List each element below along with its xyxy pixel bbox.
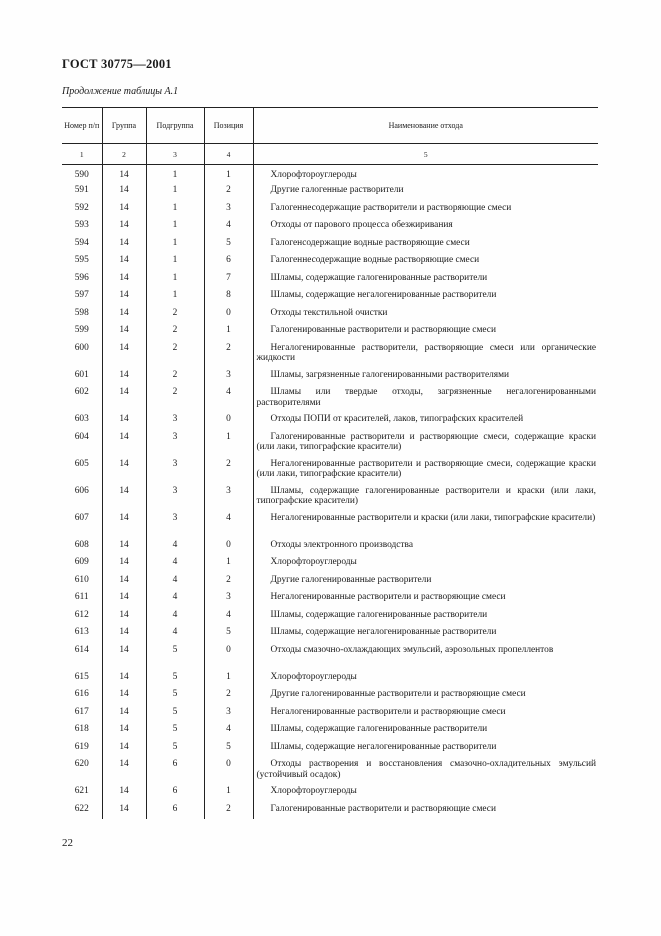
group-cell: 14 — [102, 484, 146, 511]
subgroup-cell: 1 — [146, 253, 204, 271]
table-row — [62, 253, 598, 271]
waste-name-cell: Галогенсодержащие водные растворяющие смеси — [253, 236, 598, 254]
subgroup-cell: 5 — [146, 705, 204, 723]
group-cell: 14 — [102, 412, 146, 430]
subgroup-cell: 2 — [146, 385, 204, 412]
group-cell: 14 — [102, 670, 146, 688]
table-row — [62, 757, 598, 784]
subgroup-cell: 6 — [146, 757, 204, 784]
waste-name-cell: Хлорофтороуглероды — [253, 784, 598, 802]
group-cell: 14 — [102, 802, 146, 820]
subgroup-cell: 3 — [146, 430, 204, 457]
waste-name-cell: Отходы электронного производства — [253, 538, 598, 556]
waste-name-cell: Шламы, содержащие галогенированные растворители — [253, 608, 598, 626]
group-cell: 14 — [102, 430, 146, 457]
waste-name-cell: Отходы от парового процесса обезжиривания — [253, 218, 598, 236]
table-body — [62, 165, 598, 820]
row-number: 619 — [74, 741, 89, 752]
group-cell: 14 — [102, 784, 146, 802]
row-number: 590 — [74, 170, 89, 180]
position-cell: 2 — [204, 802, 253, 820]
subgroup-cell: 1 — [146, 288, 204, 306]
waste-name-cell: Шламы или твердые отходы, загрязненные негалогенированными растворителями — [253, 385, 598, 412]
table-header — [62, 108, 598, 165]
position-cell: 1 — [204, 430, 253, 457]
subgroup-cell: 1 — [146, 218, 204, 236]
table-row — [62, 368, 598, 386]
subgroup-cell: 3 — [146, 484, 204, 511]
table-row — [62, 670, 598, 688]
subgroup-cell: 4 — [146, 573, 204, 591]
position-cell: 3 — [204, 484, 253, 511]
group-cell: 14 — [102, 457, 146, 484]
waste-name-cell: Отходы ПОПИ от красителей, лаков, типографских красителей — [253, 412, 598, 430]
subgroup-cell: 5 — [146, 740, 204, 758]
subgroup-cell: 1 — [146, 165, 204, 184]
group-cell: 14 — [102, 722, 146, 740]
position-cell: 2 — [204, 687, 253, 705]
table-caption: Продолжение таблицы А.1 — [62, 86, 179, 97]
waste-name-cell: Хлорофтороуглероды — [253, 555, 598, 573]
position-cell: 0 — [204, 538, 253, 556]
waste-name-cell: Отходы растворения и восстановления смазочно-охладительных эмульсий (устойчивый осадок) — [253, 757, 598, 784]
subgroup-cell: 3 — [146, 511, 204, 538]
table-row — [62, 555, 598, 573]
position-cell: 4 — [204, 722, 253, 740]
table-row — [62, 784, 598, 802]
column-number-1: 1 — [62, 144, 102, 165]
position-cell: 1 — [204, 323, 253, 341]
subgroup-cell: 4 — [146, 625, 204, 643]
waste-name-cell: Негалогенированные растворители и растворяющие смеси — [253, 705, 598, 723]
subgroup-cell: 6 — [146, 784, 204, 802]
group-cell: 14 — [102, 323, 146, 341]
subgroup-cell: 5 — [146, 687, 204, 705]
group-cell: 14 — [102, 555, 146, 573]
row-number: 598 — [74, 307, 89, 318]
group-cell: 14 — [102, 368, 146, 386]
row-number: 596 — [74, 272, 89, 283]
group-cell: 14 — [102, 183, 146, 201]
table-row — [62, 802, 598, 820]
position-cell: 5 — [204, 625, 253, 643]
waste-name-cell: Негалогенированные растворители и краски (или лаки, типографские красители) — [253, 511, 598, 538]
group-cell: 14 — [102, 705, 146, 723]
waste-name-cell: Негалогенированные растворители и растворяющие смеси — [253, 590, 598, 608]
table-row — [62, 573, 598, 591]
waste-name-cell: Другие галогенные растворители — [253, 183, 598, 201]
row-number: 621 — [74, 786, 89, 796]
subgroup-cell: 1 — [146, 236, 204, 254]
group-cell: 14 — [102, 511, 146, 538]
group-cell: 14 — [102, 271, 146, 289]
position-cell: 4 — [204, 385, 253, 412]
page-number: 22 — [62, 837, 73, 849]
subgroup-cell: 4 — [146, 590, 204, 608]
waste-name-cell: Шламы, содержащие негалогенированные растворители — [253, 740, 598, 758]
position-cell: 2 — [204, 457, 253, 484]
waste-name-cell: Галогенированные растворители и растворяющие смеси, содержащие краски (или лаки, типографские красители) — [253, 430, 598, 457]
row-number: 618 — [74, 724, 89, 734]
table-row — [62, 511, 598, 538]
row-number: 591 — [74, 185, 89, 195]
position-cell: 4 — [204, 218, 253, 236]
subgroup-cell: 4 — [146, 608, 204, 626]
table-row — [62, 625, 598, 643]
row-number: 602 — [74, 387, 89, 397]
position-cell: 1 — [204, 670, 253, 688]
waste-table — [62, 107, 598, 819]
subgroup-cell: 5 — [146, 670, 204, 688]
table-row — [62, 722, 598, 740]
subgroup-cell: 2 — [146, 368, 204, 386]
group-cell: 14 — [102, 740, 146, 758]
position-cell: 3 — [204, 705, 253, 723]
waste-name-cell: Шламы, содержащие галогенированные растворители — [253, 271, 598, 289]
group-cell: 14 — [102, 341, 146, 368]
waste-name-cell: Галогеннесодержащие водные растворяющие смеси — [253, 253, 598, 271]
document-title: ГОСТ 30775—2001 — [62, 57, 172, 71]
row-number: 592 — [74, 202, 89, 213]
position-cell: 4 — [204, 511, 253, 538]
row-number: 620 — [74, 759, 89, 769]
group-cell: 14 — [102, 385, 146, 412]
position-cell: 2 — [204, 573, 253, 591]
subgroup-cell: 3 — [146, 412, 204, 430]
subgroup-cell: 2 — [146, 341, 204, 368]
row-number: 597 — [74, 290, 89, 300]
table-row — [62, 687, 598, 705]
position-cell: 4 — [204, 608, 253, 626]
table-row — [62, 430, 598, 457]
waste-name-cell: Другие галогенированные растворители — [253, 573, 598, 591]
group-cell: 14 — [102, 687, 146, 705]
table-row — [62, 341, 598, 368]
group-cell: 14 — [102, 757, 146, 784]
subgroup-cell: 1 — [146, 183, 204, 201]
subgroup-cell: 2 — [146, 323, 204, 341]
subgroup-cell: 2 — [146, 306, 204, 324]
group-cell: 14 — [102, 201, 146, 219]
table-row — [62, 705, 598, 723]
waste-name-cell: Шламы, содержащие негалогенированные растворители — [253, 288, 598, 306]
column-number-2: 2 — [102, 144, 146, 165]
table-row — [62, 306, 598, 324]
table-row — [62, 201, 598, 219]
row-number: 604 — [74, 431, 89, 442]
waste-name-cell: Отходы текстильной очистки — [253, 306, 598, 324]
table-row — [62, 271, 598, 289]
waste-name-cell: Хлорофтороуглероды — [253, 165, 598, 184]
waste-name-cell: Отходы смазочно-охлаждающих эмульсий, аэрозольных пропеллентов — [253, 643, 598, 670]
waste-name-cell: Галогеннесодержащие растворители и растворяющие смеси — [253, 201, 598, 219]
position-cell: 2 — [204, 183, 253, 201]
position-cell: 1 — [204, 165, 253, 184]
column-number-5: 5 — [253, 144, 598, 165]
group-cell: 14 — [102, 253, 146, 271]
group-cell: 14 — [102, 538, 146, 556]
group-cell: 14 — [102, 288, 146, 306]
position-cell: 3 — [204, 590, 253, 608]
group-cell: 14 — [102, 218, 146, 236]
position-cell: 0 — [204, 643, 253, 670]
header-subgroup: Подгруппа — [146, 108, 204, 144]
group-cell: 14 — [102, 165, 146, 184]
position-cell: 0 — [204, 306, 253, 324]
waste-name-cell: Галогенированные растворители и растворяющие смеси — [253, 802, 598, 820]
row-number: 610 — [74, 574, 89, 585]
column-number-4: 4 — [204, 144, 253, 165]
row-number: 608 — [74, 539, 89, 550]
waste-name-cell: Хлорофтороуглероды — [253, 670, 598, 688]
table-row — [62, 288, 598, 306]
waste-name-cell: Негалогенированные растворители, растворяющие смеси или органические жидкости — [253, 341, 598, 368]
table-row — [62, 608, 598, 626]
position-cell: 8 — [204, 288, 253, 306]
position-cell: 5 — [204, 740, 253, 758]
row-number: 615 — [74, 671, 89, 682]
table-row — [62, 412, 598, 430]
table-row — [62, 218, 598, 236]
waste-name-cell: Шламы, загрязненные галогенированными растворителями — [253, 368, 598, 386]
row-number: 606 — [74, 485, 89, 496]
row-number: 605 — [74, 458, 89, 469]
group-cell: 14 — [102, 608, 146, 626]
table-row — [62, 538, 598, 556]
row-number: 600 — [74, 342, 89, 353]
header-number: Номер п/п — [62, 108, 102, 144]
subgroup-cell: 5 — [146, 722, 204, 740]
table-row — [62, 165, 598, 184]
table-row — [62, 590, 598, 608]
row-number: 601 — [74, 369, 89, 380]
row-number: 607 — [74, 512, 89, 523]
row-number: 613 — [74, 627, 89, 637]
subgroup-cell: 4 — [146, 538, 204, 556]
row-number: 593 — [74, 220, 89, 230]
position-cell: 1 — [204, 784, 253, 802]
table-row — [62, 643, 598, 670]
header-position: Позиция — [204, 108, 253, 144]
position-cell: 7 — [204, 271, 253, 289]
subgroup-cell: 1 — [146, 271, 204, 289]
row-number: 611 — [74, 592, 89, 602]
header-waste-name: Наименование отхода — [253, 108, 598, 144]
row-number: 617 — [74, 706, 89, 717]
group-cell: 14 — [102, 625, 146, 643]
waste-name-cell: Шламы, содержащие галогенированные растворители — [253, 722, 598, 740]
position-cell: 0 — [204, 412, 253, 430]
table-row — [62, 183, 598, 201]
row-number: 603 — [74, 414, 89, 424]
waste-name-cell: Шламы, содержащие негалогенированные растворители — [253, 625, 598, 643]
table-row — [62, 457, 598, 484]
position-cell: 6 — [204, 253, 253, 271]
row-number: 609 — [74, 557, 89, 567]
position-cell: 3 — [204, 201, 253, 219]
waste-name-cell: Шламы, содержащие галогенированные растворители и краски (или лаки, типографские красители) — [253, 484, 598, 511]
waste-name-cell: Негалогенированные растворители и растворяющие смеси, содержащие краски (или лаки, типографские красители) — [253, 457, 598, 484]
group-cell: 14 — [102, 573, 146, 591]
subgroup-cell: 5 — [146, 643, 204, 670]
row-number: 599 — [74, 325, 89, 335]
position-cell: 0 — [204, 757, 253, 784]
row-number: 612 — [74, 609, 89, 620]
group-cell: 14 — [102, 236, 146, 254]
table-row — [62, 385, 598, 412]
group-cell: 14 — [102, 590, 146, 608]
group-cell: 14 — [102, 306, 146, 324]
subgroup-cell: 6 — [146, 802, 204, 820]
position-cell: 2 — [204, 341, 253, 368]
subgroup-cell: 4 — [146, 555, 204, 573]
position-cell: 1 — [204, 555, 253, 573]
row-number: 595 — [74, 255, 89, 265]
waste-name-cell: Другие галогенированные растворители и растворяющие смеси — [253, 687, 598, 705]
position-cell: 5 — [204, 236, 253, 254]
row-number: 616 — [74, 689, 89, 699]
waste-name-cell: Галогенированные растворители и растворяющие смеси — [253, 323, 598, 341]
row-number: 614 — [74, 644, 89, 655]
row-number: 594 — [74, 237, 89, 248]
table-row — [62, 236, 598, 254]
table-row — [62, 740, 598, 758]
header-group: Группа — [102, 108, 146, 144]
subgroup-cell: 3 — [146, 457, 204, 484]
table-row — [62, 323, 598, 341]
position-cell: 3 — [204, 368, 253, 386]
table-row — [62, 484, 598, 511]
subgroup-cell: 1 — [146, 201, 204, 219]
group-cell: 14 — [102, 643, 146, 670]
column-number-3: 3 — [146, 144, 204, 165]
row-number: 622 — [74, 803, 89, 814]
